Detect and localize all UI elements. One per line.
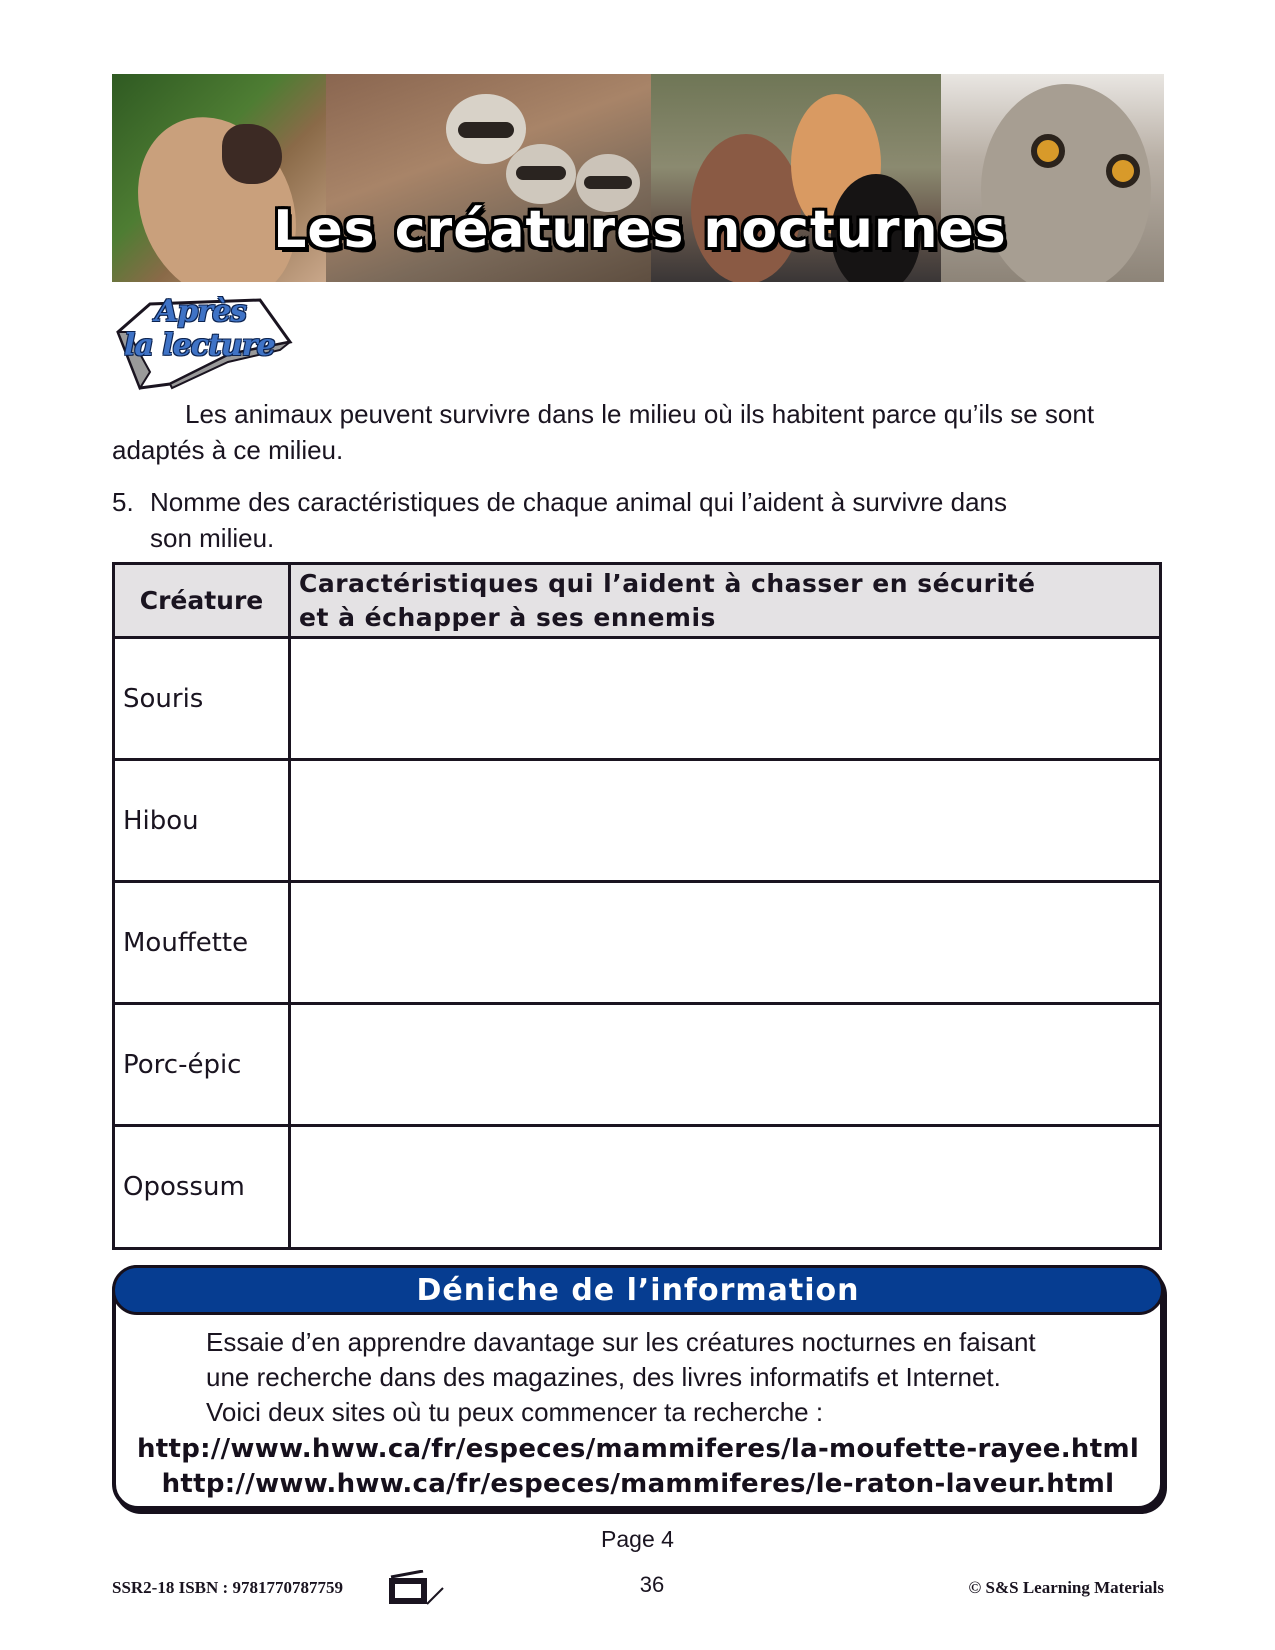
answer-cell[interactable] — [290, 882, 1161, 1004]
link-moufette[interactable]: http://www.hww.ca/fr/especes/mammiferes/la-moufette-rayee.html — [136, 1434, 1140, 1464]
table-row — [114, 760, 1161, 882]
characteristics-table — [112, 562, 1162, 1250]
info-box-title: Déniche de l’information — [416, 1272, 860, 1308]
photocopier-icon — [387, 1570, 459, 1606]
table-row — [114, 638, 1161, 760]
table-row — [114, 1004, 1161, 1126]
answer-cell[interactable] — [290, 760, 1161, 882]
header-characteristics — [290, 564, 1161, 638]
footer — [112, 1570, 1164, 1606]
page-label: Page 4 — [601, 1526, 674, 1552]
question-5 — [112, 484, 1162, 556]
table-header-row — [114, 564, 1161, 638]
info-box-body — [206, 1325, 1146, 1430]
info-body-line1: Essaie d’en apprendre davantage sur les créatures nocturnes en faisant — [206, 1327, 1036, 1357]
info-box-header — [112, 1265, 1164, 1315]
info-box — [112, 1265, 1164, 1510]
creature-name: Mouffette — [114, 882, 290, 1004]
info-links — [116, 1432, 1160, 1502]
question-number: 5. — [112, 487, 134, 517]
header-characteristics-line1: Caractéristiques qui l’aident à chasser en sécurité — [299, 568, 1036, 598]
info-body-line2: une recherche dans des magazines, des livres informatifs et Internet. — [206, 1362, 1001, 1392]
answer-cell[interactable] — [290, 1126, 1161, 1249]
intro-paragraph — [112, 396, 1162, 468]
question-text-line2: son milieu. — [150, 523, 275, 553]
after-reading-badge — [110, 292, 300, 392]
badge-text-line1: Après — [155, 294, 247, 329]
page-title: Les créatures nocturnes — [273, 200, 1007, 260]
info-body-line3: Voici deux sites où tu peux commencer ta recherche : — [206, 1397, 824, 1427]
creature-name: Porc-épic — [114, 1004, 290, 1126]
creature-name: Opossum — [114, 1126, 290, 1249]
answer-cell[interactable] — [290, 638, 1161, 760]
question-text-line1: Nomme des caractéristiques de chaque animal qui l’aident à survivre dans — [150, 487, 1007, 517]
header-characteristics-line2: et à échapper à ses ennemis — [299, 602, 716, 632]
footer-isbn: SSR2-18 ISBN : 9781770787759 — [112, 1578, 343, 1597]
header-creature: Créature — [114, 564, 290, 638]
intro-text: Les animaux peuvent survivre dans le milieu où ils habitent parce qu’ils se sont adaptés à ce milieu. — [112, 399, 1095, 465]
link-raton-laveur[interactable]: http://www.hww.ca/fr/especes/mammiferes/le-raton-laveur.html — [161, 1469, 1115, 1499]
creature-name: Souris — [114, 638, 290, 760]
answer-cell[interactable] — [290, 1004, 1161, 1126]
table-row — [114, 882, 1161, 1004]
table-row — [114, 1126, 1161, 1249]
badge-text-line2: la lecture — [124, 328, 275, 363]
footer-page-number: 36 — [639, 1572, 665, 1597]
footer-copyright: © S&S Learning Materials — [968, 1578, 1164, 1597]
creature-name: Hibou — [114, 760, 290, 882]
